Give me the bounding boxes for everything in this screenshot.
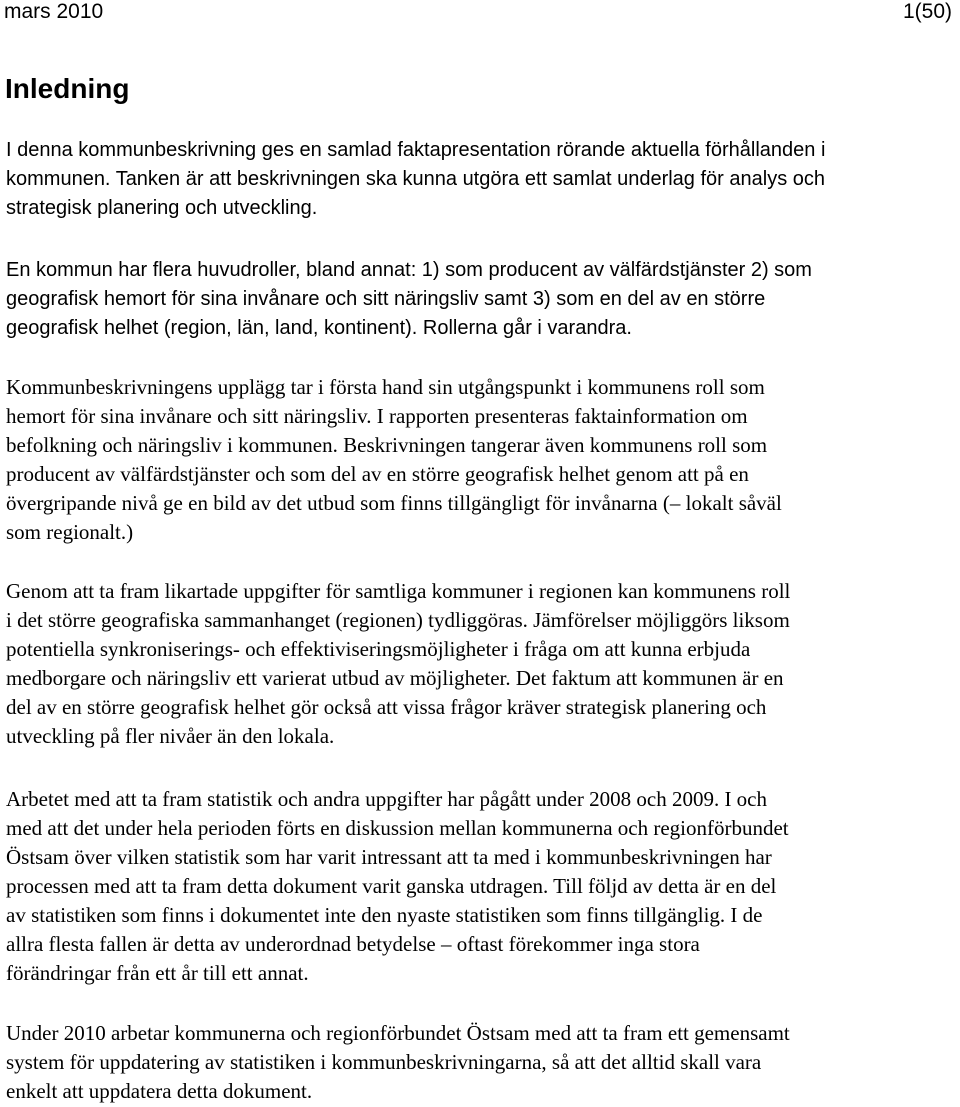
paragraph-line: övergripande nivå ge en bild av det utbud som finns tillgängligt för invånarna (– lokalt såväl [6, 491, 782, 515]
paragraph-structure [6, 373, 960, 547]
paragraph-line: i det större geografiska sammanhanget (regionen) tydliggöras. Jämförelser möjliggörs liksom [6, 608, 790, 632]
page-header [4, 0, 952, 26]
paragraph-roles [6, 256, 960, 343]
paragraph-line: Under 2010 arbetar kommunerna och regionförbundet Östsam med att ta fram ett gemensamt [6, 1021, 790, 1045]
paragraph-intro [6, 136, 960, 223]
paragraph-line: allra flesta fallen är detta av underordnad betydelse – oftast förekommer inga stora [6, 932, 700, 956]
header-date: mars 2010 [4, 0, 104, 23]
paragraph-line: hemort för sina invånare och sitt näringsliv. I rapporten presenteras faktainformation om [6, 404, 748, 428]
paragraph-line: enkelt att uppdatera detta dokument. [6, 1079, 313, 1103]
paragraph-line: Arbetet med att ta fram statistik och andra uppgifter har pågått under 2008 och 2009. I och [6, 787, 768, 811]
paragraph-line: med att det under hela perioden förts en diskussion mellan kommunerna och regionförbundet [6, 816, 789, 840]
paragraph-line: som regionalt.) [6, 520, 134, 544]
paragraph-line: En kommun har flera huvudroller, bland annat: 1) som producent av välfärdstjänster 2) som [6, 259, 812, 281]
paragraph-comparison [6, 577, 960, 751]
paragraph-line: geografisk helhet (region, län, land, kontinent). Rollerna går i varandra. [6, 317, 632, 339]
page-title: Inledning [5, 73, 130, 104]
paragraph-line: befolkning och näringsliv i kommunen. Beskrivningen tangerar även kommunens roll som [6, 433, 768, 457]
paragraph-line: utveckling på fler nivåer än den lokala. [6, 724, 335, 748]
paragraph-line: I denna kommunbeskrivning ges en samlad faktapresentation rörande aktuella förhållanden i [6, 139, 826, 161]
paragraph-process [6, 785, 960, 988]
paragraph-line: Östsam över vilken statistik som har varit intressant att ta med i kommunbeskrivningen har [6, 845, 772, 869]
paragraph-line: medborgare och näringsliv ett varierat utbud av möjligheter. Det faktum att kommunen är en [6, 666, 784, 690]
paragraph-line: producent av välfärdstjänster och som del av en större geografisk helhet genom att på en [6, 462, 749, 486]
paragraph-line: strategisk planering och utveckling. [6, 197, 318, 219]
paragraph-line: del av en större geografisk helhet gör också att vissa frågor kräver strategisk planering och [6, 695, 767, 719]
paragraph-line: av statistiken som finns i dokumentet inte den nyaste statistiken som finns tillgänglig. I de [6, 903, 763, 927]
paragraph-line: kommunen. Tanken är att beskrivningen ska kunna utgöra ett samlat underlag för analys och [6, 168, 825, 190]
paragraph-line: Genom att ta fram likartade uppgifter för samtliga kommuner i regionen kan kommunens roll [6, 579, 791, 603]
paragraph-line: förändringar från ett år till ett annat. [6, 961, 309, 985]
header-page-number: 1(50) [902, 0, 952, 23]
paragraph-future [6, 1019, 960, 1106]
paragraph-line: Kommunbeskrivningens upplägg tar i första hand sin utgångspunkt i kommunens roll som [6, 375, 765, 399]
paragraph-line: processen med att ta fram detta dokument varit ganska utdragen. Till följd av detta är en del [6, 874, 777, 898]
paragraph-line: geografisk hemort för sina invånare och sitt näringsliv samt 3) som en del av en större [6, 288, 766, 310]
paragraph-line: system för uppdatering av statistiken i kommunbeskrivningarna, så att det alltid skall vara [6, 1050, 762, 1074]
paragraph-line: potentiella synkroniserings- och effektiviseringsmöjligheter i fråga om att kunna erbjuda [6, 637, 751, 661]
